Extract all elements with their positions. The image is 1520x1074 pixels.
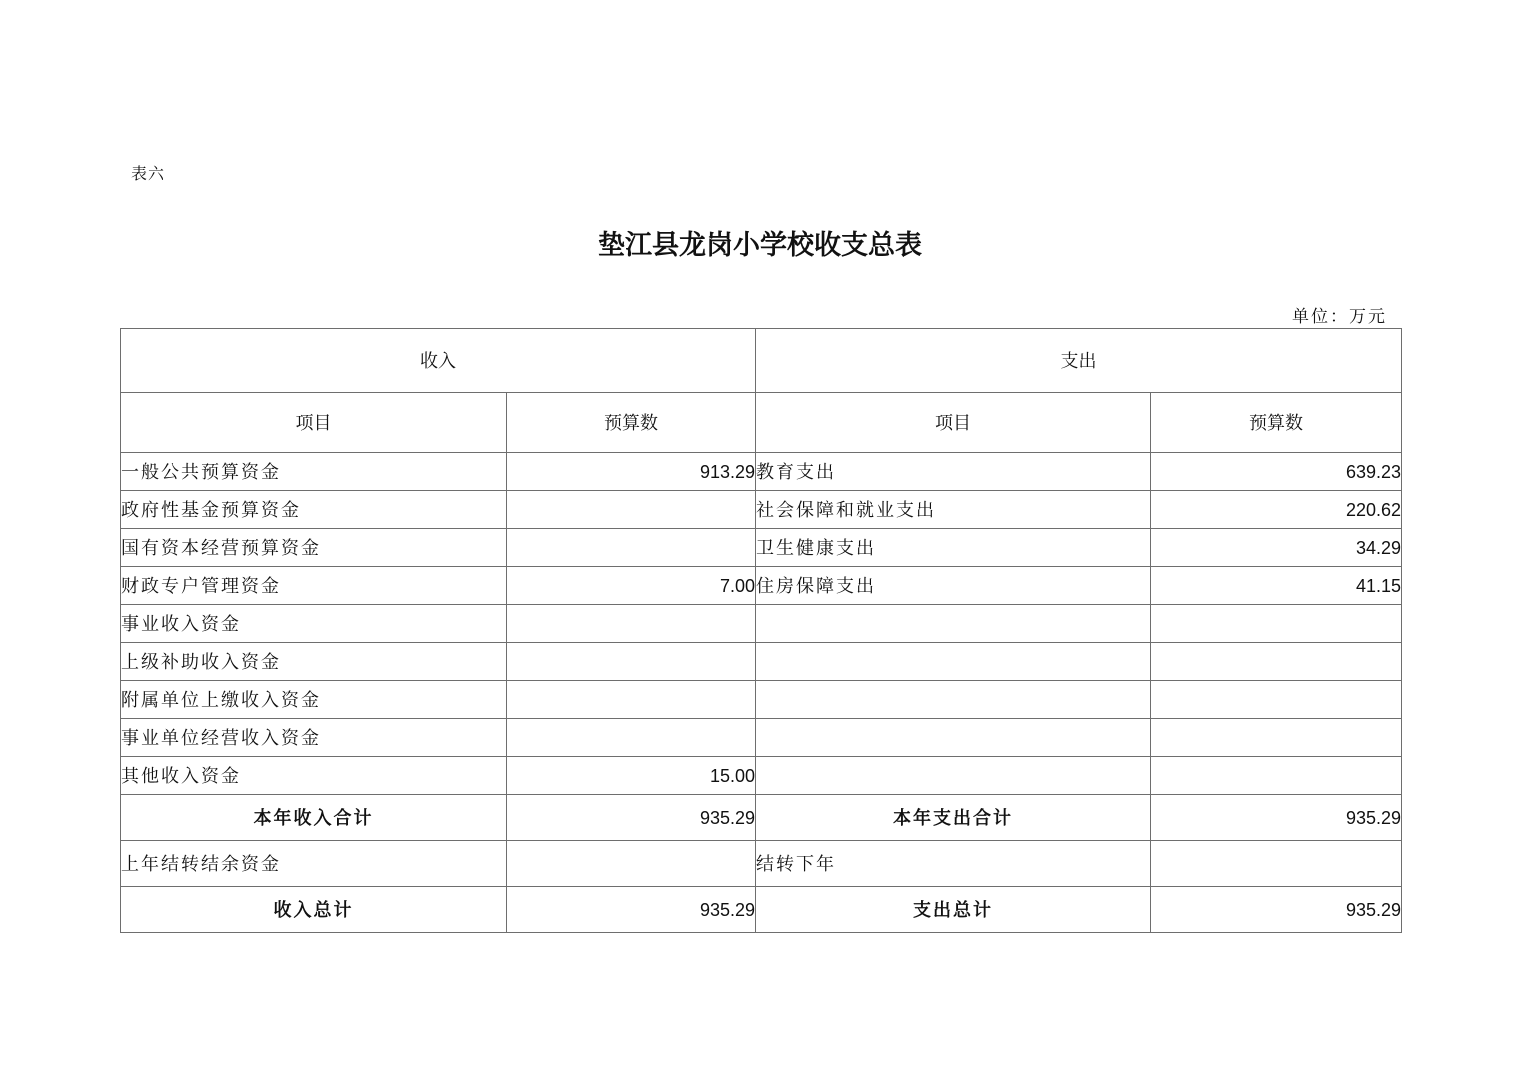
expense-item-name xyxy=(756,681,1151,719)
expense-item-value xyxy=(1151,757,1402,795)
expense-item-value xyxy=(1151,605,1402,643)
income-item-name: 附属单位上缴收入资金 xyxy=(121,681,507,719)
year-total-row xyxy=(121,795,1402,841)
carry-in-label: 上年结转结余资金 xyxy=(121,841,507,887)
table-row xyxy=(121,567,1402,605)
expense-item-header: 项目 xyxy=(756,393,1151,453)
unit-label: 单位：万元 xyxy=(1292,307,1387,327)
expense-item-value xyxy=(1151,719,1402,757)
income-item-name: 上级补助收入资金 xyxy=(121,643,507,681)
income-grand-total-label: 收入总计 xyxy=(121,887,507,933)
table-row xyxy=(121,605,1402,643)
income-budget-header: 预算数 xyxy=(507,393,756,453)
income-item-name: 财政专户管理资金 xyxy=(121,567,507,605)
table-row xyxy=(121,643,1402,681)
expense-item-name: 卫生健康支出 xyxy=(756,529,1151,567)
expense-grand-total-label: 支出总计 xyxy=(756,887,1151,933)
expense-grand-total-value: 935.29 xyxy=(1151,887,1402,933)
income-item-name: 事业收入资金 xyxy=(121,605,507,643)
year-income-total-label: 本年收入合计 xyxy=(121,795,507,841)
expense-item-name: 住房保障支出 xyxy=(756,567,1151,605)
document-title: 垫江县龙岗小学校收支总表 xyxy=(598,230,922,261)
expense-item-value xyxy=(1151,681,1402,719)
income-item-value xyxy=(507,643,756,681)
table-row xyxy=(121,681,1402,719)
expense-item-value: 34.29 xyxy=(1151,529,1402,567)
income-item-value: 913.29 xyxy=(507,453,756,491)
budget-summary-table xyxy=(120,328,1402,933)
expense-item-value: 639.23 xyxy=(1151,453,1402,491)
expense-item-value: 41.15 xyxy=(1151,567,1402,605)
table-row xyxy=(121,529,1402,567)
expense-item-value xyxy=(1151,643,1402,681)
expense-item-value: 220.62 xyxy=(1151,491,1402,529)
income-item-value: 7.00 xyxy=(507,567,756,605)
table-row xyxy=(121,757,1402,795)
year-expense-total-label: 本年支出合计 xyxy=(756,795,1151,841)
income-item-value xyxy=(507,491,756,529)
carry-out-label: 结转下年 xyxy=(756,841,1151,887)
income-item-value xyxy=(507,681,756,719)
income-item-value xyxy=(507,529,756,567)
expense-item-name xyxy=(756,605,1151,643)
income-item-name: 事业单位经营收入资金 xyxy=(121,719,507,757)
income-item-value: 15.00 xyxy=(507,757,756,795)
table-number-label: 表六 xyxy=(131,164,166,183)
table-row xyxy=(121,491,1402,529)
income-section-header: 收入 xyxy=(121,329,756,393)
table-row xyxy=(121,453,1402,491)
column-header-row xyxy=(121,393,1402,453)
expense-item-name xyxy=(756,643,1151,681)
year-expense-total-value: 935.29 xyxy=(1151,795,1402,841)
expense-budget-header: 预算数 xyxy=(1151,393,1402,453)
income-item-name: 国有资本经营预算资金 xyxy=(121,529,507,567)
income-grand-total-value: 935.29 xyxy=(507,887,756,933)
expense-item-name: 社会保障和就业支出 xyxy=(756,491,1151,529)
year-income-total-value: 935.29 xyxy=(507,795,756,841)
carry-out-value xyxy=(1151,841,1402,887)
income-item-value xyxy=(507,719,756,757)
income-item-name: 政府性基金预算资金 xyxy=(121,491,507,529)
table-row xyxy=(121,719,1402,757)
income-item-value xyxy=(507,605,756,643)
section-header-row xyxy=(121,329,1402,393)
expense-section-header: 支出 xyxy=(756,329,1402,393)
income-item-name: 其他收入资金 xyxy=(121,757,507,795)
expense-item-name xyxy=(756,757,1151,795)
income-item-header: 项目 xyxy=(121,393,507,453)
carry-in-value xyxy=(507,841,756,887)
expense-item-name xyxy=(756,719,1151,757)
income-item-name: 一般公共预算资金 xyxy=(121,453,507,491)
grand-total-row xyxy=(121,887,1402,933)
carry-over-row xyxy=(121,841,1402,887)
expense-item-name: 教育支出 xyxy=(756,453,1151,491)
